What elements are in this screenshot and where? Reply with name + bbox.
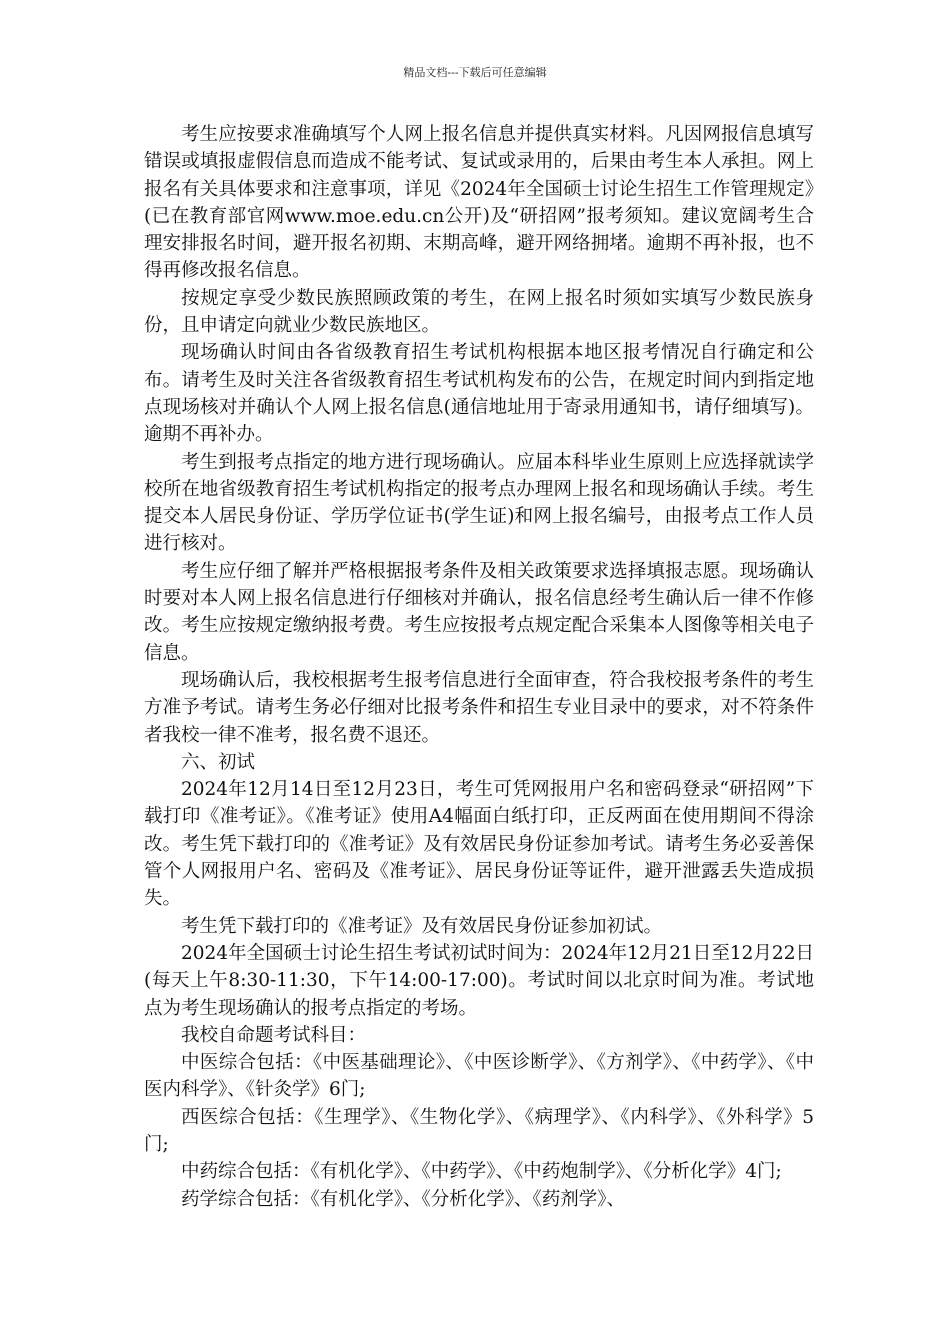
paragraph-online-registration: 考生应按要求准确填写个人网上报名信息并提供真实材料。凡因网报信息填写错误或填报虚假信息而造成不能考试、复试或录用的，后果由考生本人承担。网上报名有关具体要求和注意事项，详见《2024年全国硕士讨论生招生工作管理规定》(已在教育部官网www.moe.edu.cn公开)及“研招网”报考须知。建议宽阔考生合理安排报名时间，避开报名初期、末期高峰，避开网络拥堵。逾期不再补报，也不得再修改报名信息。	[144, 124, 814, 282]
subject-tcm-comprehensive: 中医综合包括：《中医基础理论》、《中医诊断学》、《方剂学》、《中药学》、《中医内科学》、《针灸学》6门;	[144, 1052, 814, 1101]
document-body	[144, 121, 814, 1213]
paragraph-review: 现场确认后，我校根据考生报考信息进行全面审查，符合我校报考条件的考生方准予考试。请考生务必仔细对比报考条件和招生专业目录中的要求，对不符条件者我校一律不准考，报名费不退还。	[144, 669, 814, 746]
page-header: 精品文档---下载后可任意编辑	[403, 66, 547, 79]
paragraph-onsite-confirmation: 考生到报考点指定的地方进行现场确认。应届本科毕业生原则上应选择就读学校所在地省级教育招生考试机构指定的报考点办理网上报名和现场确认手续。考生提交本人居民身份证、学历学位证书(学生证)和网上报名编号，由报考点工作人员进行核对。	[144, 451, 814, 555]
subject-chinese-pharmacy: 中药综合包括：《有机化学》、《中药学》、《中药炮制学》、《分析化学》4门;	[181, 1161, 782, 1183]
paragraph-exam-time: 2024年全国硕士讨论生招生考试初试时间为：2024年12月21日至12月22日(每天上午8:30-11:30，下午14:00-17:00)。考试时间以北京时间为准。考试地点为考生现场确认的报考点指定的考场。	[144, 942, 814, 1019]
paragraph-exam-id: 考生凭下载打印的《准考证》及有效居民身份证参加初试。	[181, 915, 663, 937]
subject-pharmacy: 药学综合包括：《有机化学》、《分析化学》、《药剂学》、	[181, 1188, 626, 1210]
subject-western-medicine: 西医综合包括：《生理学》、《生物化学》、《病理学》、《内科学》、《外科学》5门;	[144, 1106, 814, 1155]
paragraph-admission-ticket: 2024年12月14日至12月23日，考生可凭网报用户名和密码登录“研招网”下载打印《准考证》。《准考证》使用A4幅面白纸打印，正反两面在使用期间不得涂改。考生凭下载打印的《准考证》及有效居民身份证参加考试。请考生务必妥善保管个人网报用户名、密码及《准考证》、居民身份证等证件，避开泄露丢失造成损失。	[144, 779, 814, 910]
paragraph-confirmation-time: 现场确认时间由各省级教育招生考试机构根据本地区报考情况自行确定和公布。请考生及时关注各省级教育招生考试机构发布的公告，在规定时间内到指定地点现场核对并确认个人网上报名信息(通信地址用于寄录用通知书，请仔细填写)。逾期不再补办。	[144, 342, 814, 446]
paragraph-application-choice: 考生应仔细了解并严格根据报考条件及相关政策要求选择填报志愿。现场确认时要对本人网上报名信息进行仔细核对并确认，报名信息经考生确认后一律不作修改。考生应按规定缴纳报考费。考生应按报考点规定配合采集本人图像等相关电子信息。	[144, 560, 814, 664]
paragraph-minority-policy: 按规定享受少数民族照顾政策的考生，在网上报名时须如实填写少数民族身份，且申请定向就业少数民族地区。	[144, 287, 814, 337]
paragraph-subjects-intro: 我校自命题考试科目：	[181, 1024, 367, 1046]
section-heading-preliminary-exam: 六、初试	[181, 751, 256, 773]
